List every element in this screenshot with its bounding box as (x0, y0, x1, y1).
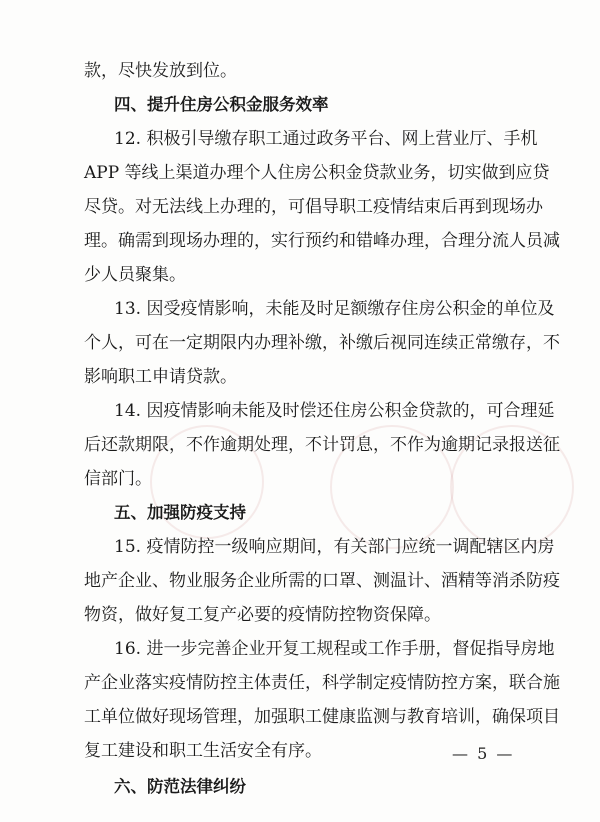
text-line: 个人，可在一定期限内办理补缴，补缴后视同连续正常缴存，不 (84, 333, 560, 353)
text-line: 12. 积极引导缴存职工通过政务平台、网上营业厅、手机 (114, 129, 538, 149)
text-line: 款，尽快发放到位。 (84, 61, 237, 81)
text-line: 产企业落实疫情防控主体责任，科学制定疫情防控方案，联合施 (84, 673, 560, 693)
text-line: 工单位做好现场管理，加强职工健康监测与教育培训，确保项目 (84, 707, 560, 727)
text-line: 尽贷。对无法线上办理的，可倡导职工疫情结束后再到现场办 (84, 197, 543, 217)
text-line: 16. 进一步完善企业开复工规程或工作手册，督促指导房地 (114, 639, 555, 659)
text-line: 15. 疫情防控一级响应期间，有关部门应统一调配辖区内房 (114, 537, 555, 557)
section-heading: 四、提升住房公积金服务效率 (114, 95, 329, 114)
page-number: — 5 — (452, 744, 515, 763)
text-line: 物资，做好复工复产必要的疫情防控物资保障。 (84, 605, 441, 625)
section-heading: 六、防范法律纠纷 (114, 777, 246, 796)
section-heading: 五、加强防疫支持 (114, 503, 246, 522)
text-line: 13. 因受疫情影响，未能及时足额缴存住房公积金的单位及 (114, 299, 555, 319)
text-line: 信部门。 (84, 469, 152, 489)
text-line: 地产企业、物业服务企业所需的口罩、测温计、酒精等消杀防疫 (84, 571, 560, 591)
text-line: 14. 因疫情影响未能及时偿还住房公积金贷款的，可合理延 (114, 401, 555, 421)
text-line: 复工建设和职工生活安全有序。 (84, 741, 322, 761)
text-line: 理。确需到现场办理的，实行预约和错峰办理，合理分流人员减 (84, 231, 560, 251)
text-line: 少人员聚集。 (84, 265, 186, 285)
text-line: APP 等线上渠道办理个人住房公积金贷款业务，切实做到应贷 (84, 163, 550, 183)
text-line: 后还款期限，不作逾期处理，不计罚息，不作为逾期记录报送征 (84, 435, 560, 455)
text-line: 影响职工申请贷款。 (84, 367, 237, 387)
